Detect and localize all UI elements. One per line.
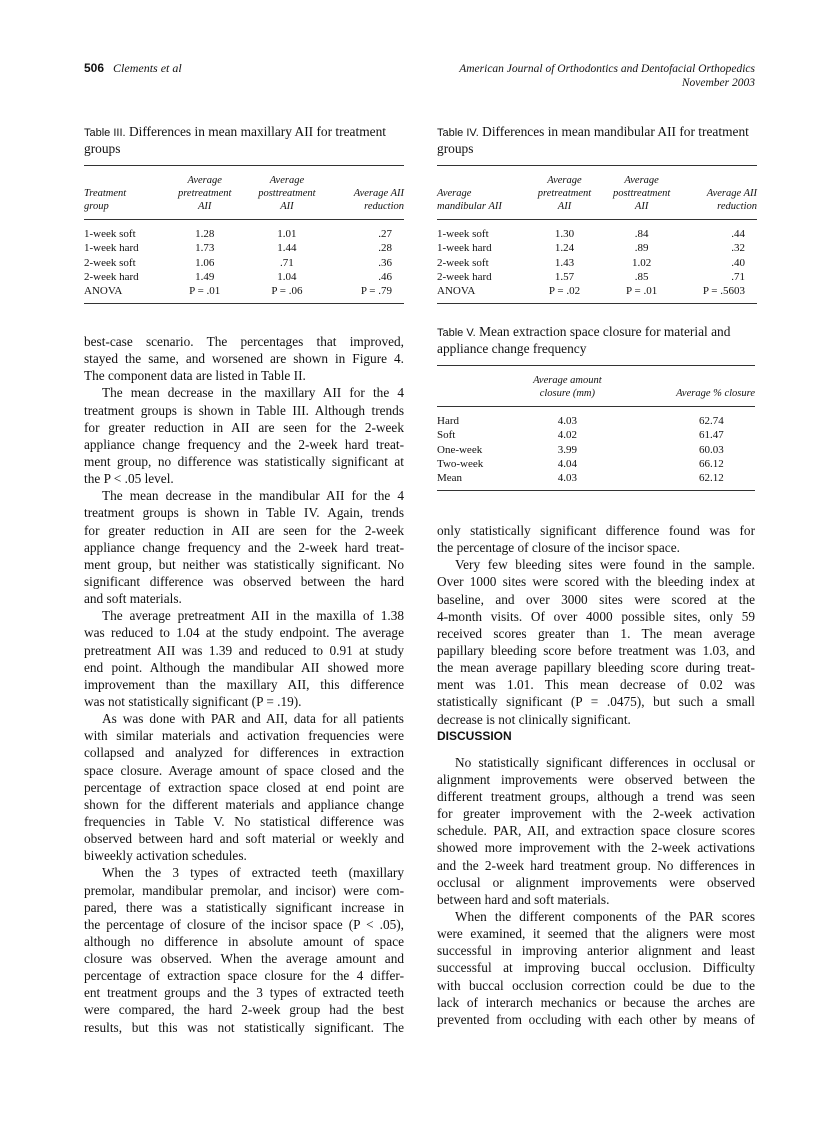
data-table xyxy=(84,166,404,304)
text-line: the P < .05 level. xyxy=(84,471,174,487)
table-row xyxy=(437,407,755,429)
table-row xyxy=(437,428,755,442)
header-row xyxy=(84,166,404,220)
table-cell: .46 xyxy=(378,270,392,283)
text-line: shown for the different materials and appliance change xyxy=(84,796,404,812)
table-cell: 1.73 xyxy=(195,242,215,255)
table-row xyxy=(84,284,404,304)
table-cell: 1.02 xyxy=(632,256,652,269)
table-cell: 1-week soft xyxy=(84,228,136,240)
text-line: occlusal or alignment improvements were observed xyxy=(437,874,755,890)
column-header: Average AII reduction xyxy=(353,188,404,212)
table-row xyxy=(437,256,757,270)
table-cell: 66.12 xyxy=(699,457,724,470)
text-line: closure was observed. When the average amount and xyxy=(84,951,404,967)
paragraph xyxy=(437,522,755,556)
text-line: The component data are listed in Table II. xyxy=(84,368,306,384)
text-line: As was done with PAR and AII, data for all patients xyxy=(102,711,404,727)
text-line: with buccal occlusion correction could be due to the xyxy=(437,977,755,993)
section-heading: DISCUSSION xyxy=(437,728,512,743)
table-title: Differences in mean mandibular AII for treatment groups xyxy=(437,124,749,156)
table-cell: 4.04 xyxy=(557,457,577,470)
table-cell: P = .79 xyxy=(360,285,392,298)
table-caption xyxy=(84,124,404,156)
paragraph xyxy=(437,754,755,908)
table-cell: .84 xyxy=(634,228,649,240)
text-line: percentage of extraction space closure for the 4 differ- xyxy=(84,968,404,984)
table-row xyxy=(437,241,757,255)
journal-name: American Journal of Orthodontics and Dentofacial Orthopedics xyxy=(459,63,755,75)
table-row xyxy=(437,270,757,284)
table-cell: .28 xyxy=(378,242,392,255)
text-line: showed more improvement with the 2-week activations xyxy=(437,840,755,856)
paragraph xyxy=(84,384,404,487)
text-line: The mean decrease in the mandibular AII for the 4 xyxy=(102,488,404,504)
table-cell: 2-week soft xyxy=(84,256,136,269)
table-head xyxy=(437,366,755,407)
table-cell: P = .5603 xyxy=(702,285,745,298)
text-line: collapsed and analyzed for differences in extraction xyxy=(84,745,404,761)
issue-date: November 2003 xyxy=(681,77,755,89)
text-line: were examined, it seemed that the aligners were most xyxy=(437,926,755,942)
header-row xyxy=(437,166,757,220)
data-table xyxy=(437,166,757,304)
table-cell: 1.30 xyxy=(554,228,575,240)
table-cell: 1-week hard xyxy=(437,242,492,255)
table-cell: 62.12 xyxy=(699,472,724,485)
text-line: received scores greater than 1. The mean average xyxy=(437,625,755,641)
table-cell: Soft xyxy=(437,429,456,442)
text-line: ment was 1.01. This mean decrease of 0.02 was xyxy=(437,677,755,693)
text-line: was reduced to 1.04 at the study endpoint. The average xyxy=(84,625,404,641)
table-cell: P = .02 xyxy=(548,285,581,298)
table-caption xyxy=(437,124,757,156)
table-cell: Mean xyxy=(437,472,463,485)
table-cell: ANOVA xyxy=(84,285,123,298)
table-cell: 1.57 xyxy=(554,270,575,283)
text-line: significant difference was observed between the hard xyxy=(84,573,404,589)
table-cell: .36 xyxy=(378,256,392,269)
text-line: were compared, the hard 2-week group had the best xyxy=(84,1002,404,1018)
table-caption xyxy=(437,324,755,356)
paragraph xyxy=(84,487,404,607)
table-cell: 1-week hard xyxy=(84,242,139,255)
table-cell: .32 xyxy=(731,242,745,255)
table-iii xyxy=(84,124,404,304)
text-line: with similar materials and activation frequencies were xyxy=(84,728,404,744)
table-cell: 62.74 xyxy=(699,415,724,427)
text-line: percentage of extraction space closed at end point are xyxy=(84,779,404,795)
text-line: between hard and soft materials. xyxy=(437,891,610,907)
running-header-left xyxy=(84,61,182,76)
table-cell: .89 xyxy=(634,242,649,255)
table-row xyxy=(437,471,755,491)
table-row xyxy=(84,256,404,270)
table-cell: 4.03 xyxy=(557,415,577,427)
table-cell: 1.49 xyxy=(195,270,215,283)
text-line: Over 1000 sites were scored with the bleeding index at xyxy=(437,574,755,590)
table-cell: 1.06 xyxy=(195,256,215,269)
table-iv xyxy=(437,124,757,304)
table-cell: 2-week hard xyxy=(84,270,139,283)
header-row xyxy=(437,366,755,407)
text-line: pared, there was a statistically significant increase in xyxy=(84,899,404,915)
text-line: ment group, no difference was statistically significant at xyxy=(84,453,404,469)
table-cell: 3.99 xyxy=(557,443,577,456)
table-row xyxy=(437,220,757,242)
column-header: Average pretreatment AII xyxy=(537,175,592,212)
text-line: results, but this was not statistically significant. The xyxy=(84,1019,404,1035)
text-line: 4-month visits. Of over 4000 possible sites, only 59 xyxy=(437,608,755,624)
column-header: Average % closure xyxy=(676,388,755,399)
text-line: The average pretreatment AII in the maxilla of 1.38 xyxy=(102,608,404,624)
text-line: successful at improving buccal occlusion. Difficulty xyxy=(437,960,755,976)
text-line: the percentage of closure of the incisor space. xyxy=(437,540,680,556)
table-cell: 1.01 xyxy=(277,228,297,240)
text-line: pretreatment AII was 1.39 and reduced to 0.91 at study xyxy=(84,642,404,658)
table-cell: 1.28 xyxy=(195,228,215,240)
table-body xyxy=(437,407,755,491)
table-row xyxy=(437,457,755,471)
text-line: baseline, and over 3000 sites were scored at the xyxy=(437,591,755,607)
table-body xyxy=(437,220,757,304)
table-cell: 1.44 xyxy=(277,242,297,255)
table-body xyxy=(84,220,404,304)
table-cell: 2-week hard xyxy=(437,270,492,283)
text-line: treatment groups is shown in Table III. Although trends xyxy=(84,402,404,418)
table-cell: .27 xyxy=(378,228,392,240)
text-line: appliance change frequency and the 2-week hard treat- xyxy=(84,436,404,452)
text-line: When the different components of the PAR scores xyxy=(455,908,755,924)
text-line: improvement than the maxillary AII, this difference xyxy=(84,676,404,692)
table-cell: 60.03 xyxy=(699,443,724,456)
table-label: Table III. xyxy=(84,127,126,139)
table-cell: Two-week xyxy=(437,457,484,470)
table-cell: .40 xyxy=(731,256,745,269)
text-line: Very few bleeding sites were found in the sample. xyxy=(455,557,755,573)
text-line: was not statistically significant (P = .19). xyxy=(84,693,302,709)
column-header: Average mandibular AII xyxy=(437,188,502,212)
text-line: decrease is not clinically significant. xyxy=(437,711,631,727)
table-cell: 4.03 xyxy=(557,472,577,485)
table-title: Mean extraction space closure for material and appliance change frequency xyxy=(437,324,731,356)
text-line: the mean average papillary bleeding score during treat- xyxy=(437,660,755,676)
table-cell: .85 xyxy=(634,270,649,283)
table-cell: 1.24 xyxy=(554,242,575,255)
table-cell: .71 xyxy=(280,256,294,269)
text-line: alignment improvements were observed between the xyxy=(437,771,755,787)
text-line: best-case scenario. The percentages that improved, xyxy=(84,334,404,349)
text-line: biweekly activation schedules. xyxy=(84,848,247,864)
paragraph xyxy=(437,556,755,727)
paragraph xyxy=(84,607,404,710)
column-header: Treatment group xyxy=(84,188,127,212)
column-header xyxy=(437,366,507,407)
text-line: although no difference in absolute amount of space xyxy=(84,933,404,949)
text-line: ment group, but neither was statistically significant. No xyxy=(84,556,404,572)
column-header: Average pretreatment AII xyxy=(177,175,232,212)
text-line: the percentage of closure of the incisor space (P < .05), xyxy=(84,916,404,932)
table-v xyxy=(437,324,755,491)
table-row xyxy=(84,270,404,284)
table-head xyxy=(84,166,404,220)
table-cell: 1-week soft xyxy=(437,228,489,240)
text-line: lack of interarch mechanics or because the arches are xyxy=(437,994,755,1010)
table-cell: .71 xyxy=(731,270,745,283)
table-cell: 61.47 xyxy=(699,429,724,442)
right-text-column xyxy=(437,522,755,1028)
paragraph xyxy=(84,710,404,864)
text-line: No statistically significant differences in occlusal or xyxy=(455,754,755,770)
table-label: Table V. xyxy=(437,327,476,339)
text-line: premolar, mandibular premolar, and incisor) were com- xyxy=(84,882,404,898)
table-title: Differences in mean maxillary AII for treatment groups xyxy=(84,124,386,156)
text-line: different treatment groups, although a trend was seen xyxy=(437,788,755,804)
paragraph xyxy=(437,908,755,1028)
data-table xyxy=(437,366,755,491)
table-row xyxy=(437,443,755,457)
table-cell: 2-week soft xyxy=(437,256,489,269)
text-line: treatment groups is shown in Table IV. Again, trends xyxy=(84,505,404,521)
text-line: for greater reduction in AII are seen for the 2-week xyxy=(84,522,404,538)
text-line: papillary bleeding score before treatment was 1.03, and xyxy=(437,642,755,658)
table-row xyxy=(437,284,757,304)
text-line: frequencies in Table V. No statistical difference was xyxy=(84,813,404,829)
column-header: Average posttreatment AII xyxy=(612,175,671,212)
text-line: observed between hard and soft material or weekly and xyxy=(84,831,404,847)
text-line: statistically significant (P = .0475), but such a small xyxy=(437,694,755,710)
table-cell: P = .01 xyxy=(626,285,658,298)
text-line: The mean decrease in the maxillary AII for the 4 xyxy=(102,385,404,401)
table-head xyxy=(437,166,757,220)
text-line: end point. Although the mandibular AII showed more xyxy=(84,659,404,675)
text-line: stayed the same, and worsened are shown in Figure 4. xyxy=(84,351,404,367)
text-line: appliance change frequency and the 2-week hard treat- xyxy=(84,539,404,555)
authors: Clements et al xyxy=(113,61,182,75)
paragraph xyxy=(84,333,404,384)
text-line: space closure. Average amount of space closed and the xyxy=(84,762,404,778)
table-cell: ANOVA xyxy=(437,285,476,298)
table-cell: 1.43 xyxy=(554,256,575,269)
running-header-right xyxy=(459,62,755,90)
paragraph xyxy=(84,864,404,1035)
column-header: Average AII reduction xyxy=(706,188,757,212)
text-line: for greater reduction in AII are seen for the 2-week xyxy=(84,419,404,435)
text-line: prevented from occluding with each other by means of xyxy=(437,1011,755,1027)
text-line: and soft materials. xyxy=(84,591,182,607)
text-line: schedule. PAR, AII, and extraction space closure scores xyxy=(437,823,755,839)
page-number: 506 xyxy=(84,61,105,75)
left-text-column xyxy=(84,333,404,1036)
text-line: successful in improving anterior alignment and least xyxy=(437,943,755,959)
text-line: for greater improvement with the 2-week activation xyxy=(437,806,755,822)
column-header: Average amount closure (mm) xyxy=(533,375,602,399)
table-row xyxy=(84,241,404,255)
text-line: When the 3 types of extracted teeth (maxillary xyxy=(102,865,404,881)
table-row xyxy=(84,220,404,242)
table-label: Table IV. xyxy=(437,127,479,139)
table-cell: 4.02 xyxy=(557,429,577,442)
table-cell: P = .06 xyxy=(271,285,303,298)
table-cell: 1.04 xyxy=(277,270,297,283)
table-cell: Hard xyxy=(437,415,459,427)
text-line: ent treatment groups and the 3 types of extracted teeth xyxy=(84,985,404,1001)
text-line: only statistically significant difference found was for xyxy=(437,523,755,538)
column-header: Average posttreatment AII xyxy=(258,175,316,212)
table-cell: .44 xyxy=(731,228,745,240)
text-line: and the 2-week hard treatment group. No differences in xyxy=(437,857,755,873)
table-cell: P = .01 xyxy=(189,285,221,298)
table-cell: One-week xyxy=(437,443,483,456)
